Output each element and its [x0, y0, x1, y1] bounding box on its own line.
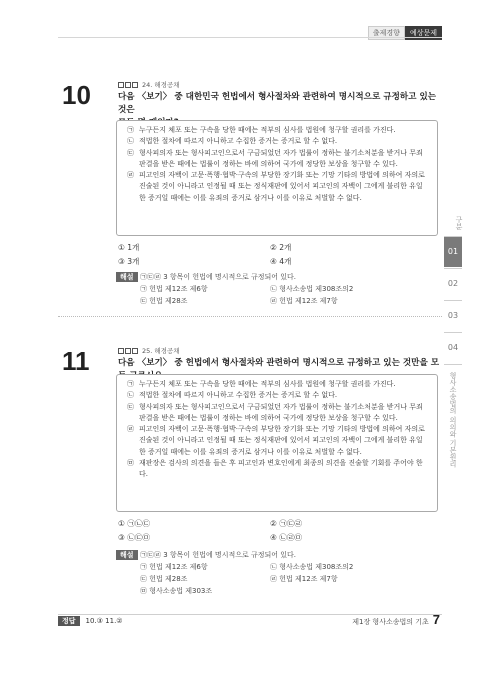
option-item: ㉢ 형사피의자 또는 형사피고인으로서 구금되었던 자가 법률이 정하는 불기소처분을 받거나 무죄판결을 받은 때에는 법률이 정하는 바에 의하여 국가에 정당한 보상을 청구할 수 있다.	[127, 148, 423, 168]
options-box	[116, 120, 438, 236]
answer-choice-2[interactable]: ② ㉠㉢㉣	[270, 519, 303, 528]
option-item: ㉣ 피고인의 자백이 고문·폭행·협박·구속의 부당한 장기화 또는 기망 기타의 방법에 의하여 자의로 진술된 것이 아니라고 인정될 때 또는 정식재판에 있어서 피고인의 자백이 그에게 불리한 유일한 증거일 때에는 이를 유죄의 증거로 삼거나 이를 이유로 처벌할 수 없다.	[127, 425, 425, 456]
answer-key-text: 10.③ 11.②	[85, 617, 123, 625]
side-chapter-note: 형사소송법의 의의와 기본원리	[449, 372, 457, 468]
review-checkbox[interactable]	[132, 348, 138, 354]
tab-02[interactable]: 02	[447, 279, 459, 288]
header-divider	[58, 37, 442, 38]
explanation-item: ㉤ 형사소송법 제303조	[140, 587, 213, 595]
review-checkboxes[interactable]	[118, 82, 138, 88]
review-checkbox[interactable]	[125, 348, 131, 354]
tab-divider	[444, 364, 462, 365]
option-item: ㉡ 적법한 절차에 따르지 아니하고 수집한 증거는 증거로 할 수 없다.	[127, 391, 338, 400]
option-item: ㉣ 피고인의 자백이 고문·폭행·협박·구속의 부당한 장기화 또는 기망 기타의 방법에 의하여 자의로 진술된 것이 아니라고 인정될 때 또는 정식재판에 있어서 피고인의 자백이 그에게 불리한 유일한 증거일 때에는 이를 유죄의 증거로 삼거나 이를 이유로 처벌할 수 없다.	[127, 171, 425, 202]
question-meta	[118, 80, 180, 89]
review-checkbox[interactable]	[118, 348, 124, 354]
question-source: 25. 해경공채	[142, 347, 180, 355]
explanation-item: ㉢ 헌법 제28조	[140, 297, 188, 305]
answer-choice-4[interactable]: ④ 4개	[270, 257, 292, 266]
explanation-item: ㉣ 헌법 제12조 제7항	[270, 575, 338, 583]
tab-01[interactable]: 01	[444, 237, 462, 267]
explanation-label: 해설	[116, 272, 138, 282]
header-tag-right: 예상문제	[405, 26, 442, 40]
side-title: 구분	[455, 216, 463, 230]
answer-choice-1[interactable]: ① 1개	[118, 243, 140, 252]
answer-choice-4[interactable]: ④ ㉡㉣㉤	[270, 533, 303, 542]
question-source: 24. 해경공채	[142, 81, 180, 89]
question-number: 11	[62, 346, 90, 376]
question-number: 10	[62, 80, 91, 110]
explanation-item: ㉢ 헌법 제28조	[140, 575, 188, 583]
question-meta	[118, 346, 180, 355]
review-checkbox[interactable]	[118, 82, 124, 88]
tab-03[interactable]: 03	[447, 311, 459, 320]
review-checkboxes[interactable]	[118, 348, 138, 354]
page-number: 7	[432, 612, 440, 627]
explanation-item: ㉠ 헌법 제12조 제6항	[140, 285, 208, 293]
option-item: ㉠ 누구든지 체포 또는 구속을 당한 때에는 적부의 심사를 법원에 청구할 권리를 가진다.	[127, 380, 396, 388]
answer-choice-2[interactable]: ② 2개	[270, 243, 292, 252]
answer-choice-1[interactable]: ① ㉠㉡㉢	[118, 519, 151, 528]
answer-choice-3[interactable]: ③ 3개	[118, 257, 140, 266]
review-checkbox[interactable]	[125, 82, 131, 88]
explanation-text: ㉠㉢㉣ 3 항목이 헌법에 명시적으로 규정되어 있다.	[140, 551, 296, 559]
footer-right	[352, 612, 440, 627]
option-item: ㉠ 누구든지 체포 또는 구속을 당한 때에는 적부의 심사를 법원에 청구할 권리를 가진다.	[127, 126, 396, 134]
explanation-item: ㉠ 헌법 제12조 제6항	[140, 563, 208, 571]
explanation-label: 해설	[116, 550, 138, 560]
chapter-title: 제1장 형사소송법의 기초	[352, 618, 429, 626]
explanation-item: ㉣ 헌법 제12조 제7항	[270, 297, 338, 305]
question-text-line: 다음 〈보기〉 중 헌법에서 형사절차와 관련하여 명시적으로 규정하고 있는 것만을 모	[118, 358, 440, 368]
options-box	[116, 374, 438, 512]
review-checkbox[interactable]	[132, 82, 138, 88]
question-text-line: 다음 〈보기〉 중 대한민국 헌법에서 형사절차와 관련하여 명시적으로 규정하고 있는 것은	[118, 92, 437, 115]
option-item: ㉡ 적법한 절차에 따르지 아니하고 수집한 증거는 증거로 할 수 없다.	[127, 137, 338, 146]
answer-key-label: 정답	[58, 616, 80, 626]
option-item: ㉢ 형사피의자 또는 형사피고인으로서 구금되었던 자가 법률이 정하는 불기소처분을 받거나 무죄판결을 받은 때에는 법률이 정하는 바에 의하여 국가에 정당한 보상을 청구할 수 있다.	[127, 402, 423, 422]
option-item: ㉤ 재판장은 검사의 의견을 들은 후 피고인과 변호인에게 최종의 의견을 진술할 기회를 주어야 한다.	[127, 459, 423, 479]
explanation-item: ㉡ 형사소송법 제308조의2	[270, 563, 354, 571]
explanation-text: ㉠㉢㉣ 3 항목이 헌법에 명시적으로 규정되어 있다.	[140, 273, 296, 281]
explanation-item: ㉡ 형사소송법 제308조의2	[270, 285, 354, 293]
footer-answers	[58, 616, 123, 626]
tab-04[interactable]: 04	[447, 343, 459, 352]
question-divider	[58, 316, 442, 317]
header-tag-left: 출제경향	[368, 26, 405, 40]
answer-choice-3[interactable]: ③ ㉡㉢㉤	[118, 533, 151, 542]
